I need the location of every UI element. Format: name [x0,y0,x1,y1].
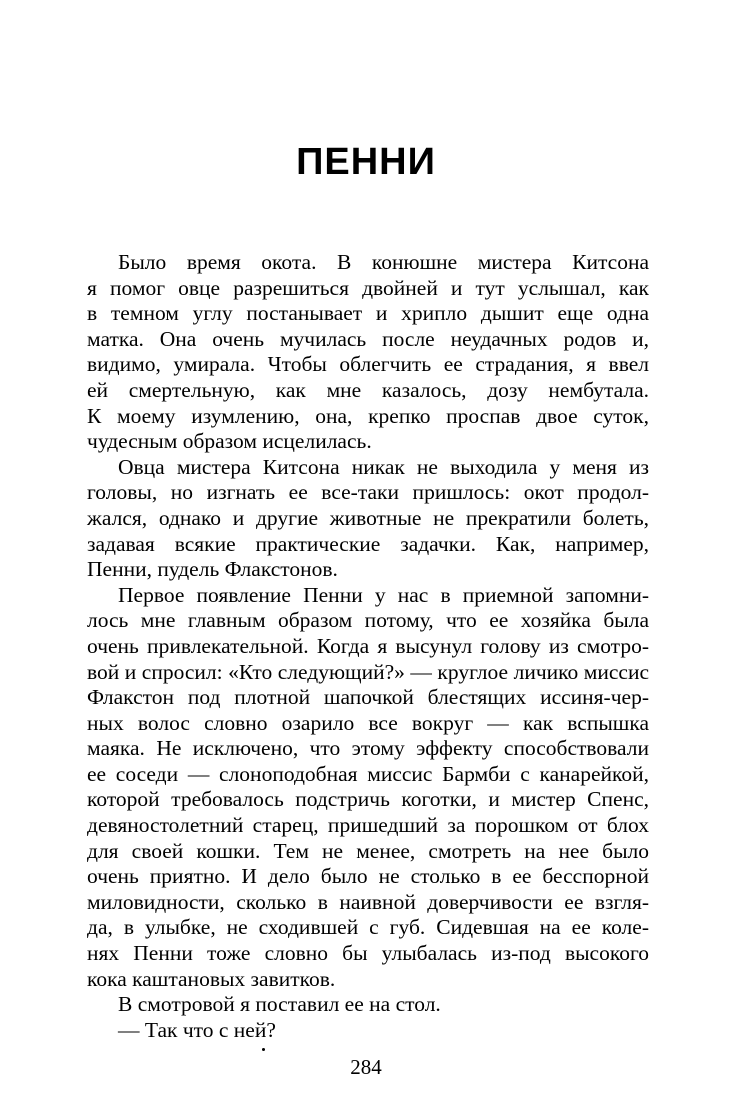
text-line: маяка. Не исключено, что этому эффекту способствовали [87,736,649,761]
text-line: задавая всякие практические задачки. Как, например, [87,531,649,556]
text-line: очень приятно. И дело было не столько в ее бесспорной [87,864,649,889]
text-line: в темном углу постанывает и хрипло дышит еще одна [87,301,649,326]
text-line: да, в улыбке, не сходившей с губ. Сидевшая на ее коле- [87,915,649,940]
paragraph-2 [87,455,649,583]
text-line: очень привлекательной. Когда я высунул голову из смотро- [87,633,649,658]
chapter-title: ПЕННИ [296,141,436,183]
text-line: жался, однако и другие животные не прекратили болеть, [87,505,649,530]
text-line: Флакстон под плотной шапочкой блестящих иссиня-чер- [87,685,649,710]
text-line: Первое появление Пенни у нас в приемной запомни- [118,582,649,607]
text-line: Овца мистера Китсона никак не выходила у меня из [118,454,649,479]
paragraph-1 [87,250,649,455]
text-line: Было время окота. В конюшне мистера Китсона [118,250,649,274]
page-number: 284 [350,1055,382,1079]
text-line: Пенни, пудель Флакстонов. [87,557,338,582]
paragraph-3 [87,583,649,993]
text-line: я помог овце разрешиться двойней и тут услышал, как [87,275,649,300]
paragraph-4 [87,992,649,1018]
text-line: головы, но изгнать ее все-таки пришлось: окот продол- [87,480,649,505]
text-line: ных волос словно озарило все вокруг — как вспышка [87,710,649,735]
text-line: К моему изумлению, она, крепко проспав двое суток, [87,403,649,428]
text-line: для своей кошки. Тем не менее, смотреть на нее было [87,838,649,863]
text-line: ей смертельную, как мне казалось, дозу нембутала. [87,377,649,402]
text-line: чудесным образом исцелилась. [87,429,372,454]
text-line: лось мне главным образом потому, что ее хозяйка была [87,608,649,633]
text-line: — Так что с ней? [118,1017,276,1042]
text-line: матка. Она очень мучилась после неудачных родов и, [87,326,649,351]
text-line: ее соседи — слоноподобная миссис Бармби с канарейкой, [87,761,649,786]
text-line: В смотровой я поставил ее на стол. [118,992,441,1017]
text-line: девяностолетний старец, пришедший за порошком от блох [87,813,649,838]
text-line: вой и спросил: «Кто следующий?» — круглое личико миссис [87,659,649,684]
text-line: видимо, умирала. Чтобы облегчить ее страдания, я ввел [87,352,649,377]
text-line: нях Пенни тоже словно бы улыбалась из-под высокого [87,941,649,966]
paragraph-5 [87,1018,649,1044]
text-line: которой требовалось подстричь коготки, и мистер Спенс, [87,787,649,812]
ink-speck [262,1048,265,1051]
text-line: кока каштановых завитков. [87,966,336,991]
text-line: миловидности, сколько в наивной доверчивости ее взгля- [87,889,649,914]
body-text [87,250,649,1043]
